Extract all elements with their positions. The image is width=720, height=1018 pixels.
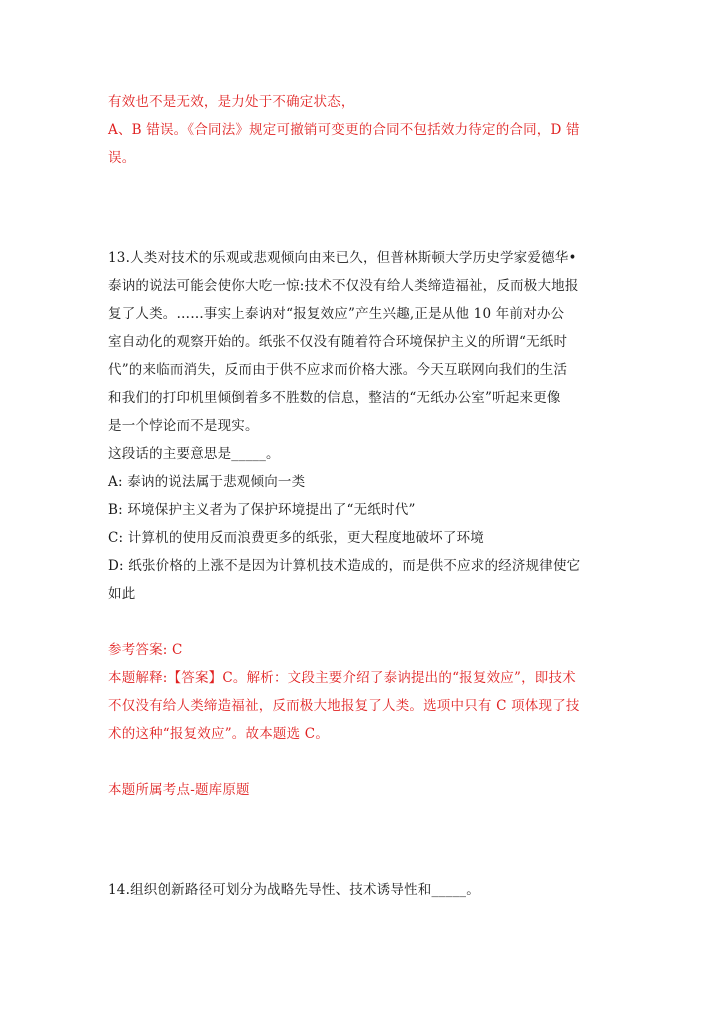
question-stem: 泰讷的说法可能会使你大吃一惊:技术不仅没有给人类缔造福祉，反而极大地报 bbox=[108, 278, 579, 294]
question-stem: 13.人类对技术的乐观或悲观倾向由来已久，但普林斯顿大学历史学家爱德华• bbox=[108, 250, 577, 266]
answer-block bbox=[108, 636, 618, 804]
explanation-text: 不仅没有给人类缔造福祉，反而极大地报复了人类。选项中只有 C 项体现了技 bbox=[108, 698, 580, 714]
question-prompt: 这段话的主要意思是_____。 bbox=[108, 446, 280, 462]
option-c: C: 计算机的使用反而浪费更多的纸张，更大程度地破坏了环境 bbox=[108, 530, 484, 546]
previous-analysis bbox=[108, 88, 618, 172]
analysis-text: 有效也不是无效，是力处于不确定状态， bbox=[108, 94, 355, 110]
question-13 bbox=[108, 244, 618, 804]
analysis-text: A、B 错误。《合同法》规定可撤销可变更的合同不包括效力待定的合同，D 错 bbox=[108, 122, 580, 138]
document-page bbox=[108, 88, 618, 904]
analysis-text: 误。 bbox=[108, 150, 136, 166]
question-stem: 室自动化的观察开始的。纸张不仅没有随着符合环境保护主义的所谓“无纸时 bbox=[108, 334, 568, 350]
reference-answer: 参考答案: C bbox=[108, 642, 183, 658]
source-note: 本题所属考点-题库原题 bbox=[108, 782, 250, 798]
option-b: B: 环境保护主义者为了保护环境提出了“无纸时代” bbox=[108, 502, 416, 518]
option-d: 如此 bbox=[108, 586, 136, 602]
question-stem: 是一个悖论而不是现实。 bbox=[108, 418, 259, 434]
question-stem: 14.组织创新路径可划分为战略先导性、技术诱导性和_____。 bbox=[108, 882, 480, 898]
question-stem: 代”的来临而消失，反而由于供不应求而价格大涨。今天互联网向我们的生活 bbox=[108, 362, 568, 378]
question-stem: 复了人类。……事实上泰讷对“报复效应”产生兴趣,正是从他 10 年前对办公 bbox=[108, 306, 565, 322]
explanation-text: 本题解释:【答案】C。解析：文段主要介绍了泰讷提出的“报复效应”，即技术 bbox=[108, 670, 576, 686]
question-stem: 和我们的打印机里倾倒着多不胜数的信息，整洁的“无纸办公室”听起来更像 bbox=[108, 390, 561, 406]
explanation-text: 术的这种“报复效应”。故本题选 C。 bbox=[108, 726, 330, 742]
option-a: A: 泰讷的说法属于悲观倾向一类 bbox=[108, 474, 306, 490]
option-d: D: 纸张价格的上涨不是因为计算机技术造成的，而是供不应求的经济规律使它 bbox=[108, 558, 581, 574]
question-14 bbox=[108, 876, 618, 904]
